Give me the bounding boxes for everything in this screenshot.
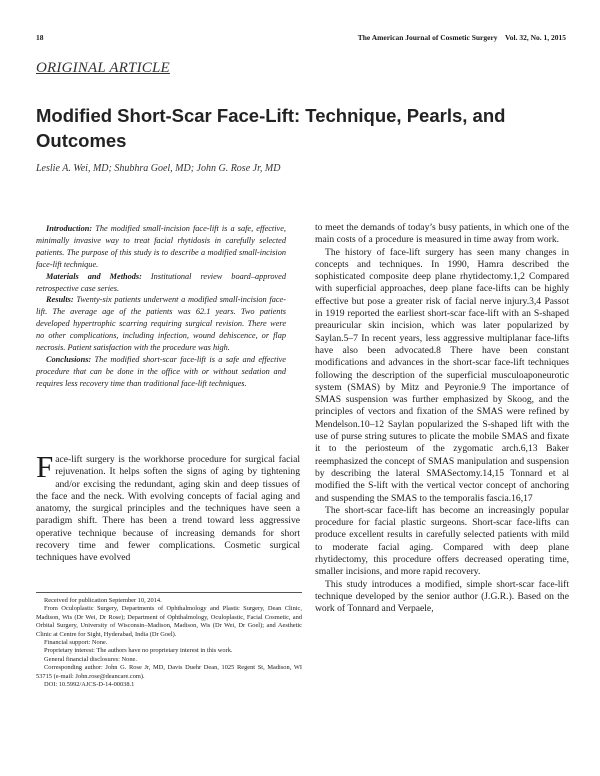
footnote-doi: DOI: 10.5992/AJCS-D-14-00038.1 [44, 681, 135, 689]
footnote-financial-support: Financial support: None. [44, 639, 108, 647]
introduction-text: ace-lift surgery is the workhorse procedure for surgical facial rejuvenation. It helps soften the signs of aging by tightening and/or excising the redundant, aging skin and deep tissues of the face and the neck. With evolving concepts of facial aging and anatomy, the surgical principles and the techniques have seen a paradigm shift. There has been a trend toward less aggressive operative technique because of increasing demands for short recovery time and fewer complications. Cosmetic surgical techniques have evolved [36, 454, 300, 564]
article-title: Modified Short-Scar Face-Lift: Technique, Pearls, and Outcomes [36, 105, 506, 151]
body-paragraph: The history of face-lift surgery has seen many changes in concepts and techniques. In 1990, Hamra described the sophisticated composite deep plane rhytidectomy.1,2 Compared with superficial approaches, deep plane face-lifts can be highly effective but pose a greater risk of facial nerve injury.3,4 Passot in 1919 reported the earliest short-scar face-lift with an S-shaped preauricular skin incision, which was later popularized by Saylan.5–7 In recent years, less aggressive multiplanar face-lifts have also been advocated.8 There have been constant modifications and advances in the short-scar face-lift techniques following the description of the superficial musculoaponeurotic system (SMAS) by Mitz and Peyronie.9 The importance of SMAS suspension was further emphasized by Skoog, and the principles of vectors and fixation of the SMAS were refined by Mendelson.10–12 Saylan popularized the S-shaped lift with the use of purse string sutures to plicate the mobile SMAS and fixate it to the periosteum of the zygomatic arch.6,13 Baker reemphasized the concept of SMAS manipulation and suspension by describing the lateral SMASectomy.14,15 Tonnard et al modified the S-lift with the vertical vector concept of anchoring and suspending the SMAS to the temporalis fascia.16,17 [315, 246, 569, 504]
abstract-label: Conclusions: [46, 354, 92, 364]
running-header [36, 33, 566, 45]
body-paragraph: The short-scar face-lift has become an increasingly popular procedure for facial plastic surgeons. Short-scar face-lifts can produce excellent results in carefully selected patients with mild to moderate facial aging. Compared with deep plane rhytidectomy, this procedure offers decreased operating time, smaller incisions, and more rapid recovery. [315, 504, 569, 578]
footnote-affiliations: From Oculoplastic Surgery, Departments of Ophthalmology and Plastic Surgery, Dean Clinic, Madison, Wis (Dr Wei, Dr Rose); Department of Ophthalmology, Oculoplastic, Facial Cosmetic, and Orbital Surgery, University of Wisconsin–Madison, Madison, Wis (Dr Wei, Dr Goel); and Aesthetic Clinic at Centre for Sight, Hyderabad, India (Dr Goel). [36, 605, 302, 638]
abstract-methods [36, 271, 286, 295]
abstract-text: The modified small-incision face-lift is a safe, effective, minimally invasive way to treat facial rhytidosis in carefully selected patients. The purpose of this study is to describe a modified small-incision face-lift technique. [36, 224, 286, 269]
abstract-text: The modified short-scar face-lift is a safe and effective procedure that can be done in the office with or without sedation and requires less recovery time than traditional face-lift techniques. [36, 354, 286, 388]
abstract [36, 223, 286, 390]
body-paragraph: to meet the demands of today’s busy patients, in which one of the main costs of a procedure is measured in time away from work. [315, 222, 569, 246]
introduction-paragraph [36, 449, 300, 565]
abstract-label: Introduction: [46, 224, 93, 233]
abstract-introduction [36, 223, 286, 271]
right-column-body [315, 222, 569, 616]
footnote-disclosures: General financial disclosures: None. [44, 655, 137, 663]
abstract-text: Twenty-six patients underwent a modified small-incision face-lift. The average age of the patients was 62.1 years. Two patients developed hypertrophic scarring requiring surgical revision. There were no other complications, including infection, wound dehiscence, or flap necrosis. Patient satisfaction with the procedure was high. [36, 295, 286, 353]
abstract-label: Results: [46, 295, 74, 305]
footnote-proprietary-interest: Proprietary interest: The authors have no proprietary interest in this work. [44, 647, 233, 655]
abstract-conclusions [36, 354, 286, 390]
footnote-corresponding-author: Corresponding author: John G. Rose Jr, MD, Davis Duehr Dean, 1025 Regent St, Madison, WI 53715 (e-mail: John.rose@deancare.com). [36, 664, 302, 680]
abstract-label: Materials and Methods: [46, 271, 142, 281]
journal-citation: The American Journal of Cosmetic Surgery Vol. 32, No. 1, 2015 [357, 33, 566, 42]
footnote-received: Received for publication September 10, 2014. [44, 597, 162, 604]
page-number: 18 [36, 33, 44, 42]
drop-cap: F [36, 449, 54, 484]
section-label: ORIGINAL ARTICLE [36, 60, 170, 76]
footnotes [36, 592, 302, 689]
abstract-text: Institutional review board–approved retrospective case series. [36, 271, 286, 293]
body-paragraph: This study introduces a modified, simple short-scar face-lift technique developed by the senior author (J.G.R.). Based on the work of Tonnard and Verpaele, [315, 578, 569, 615]
author-list: Leslie A. Wei, MD; Shubhra Goel, MD; John G. Rose Jr, MD [36, 163, 281, 174]
abstract-results [36, 294, 286, 354]
introduction-body [36, 449, 300, 565]
